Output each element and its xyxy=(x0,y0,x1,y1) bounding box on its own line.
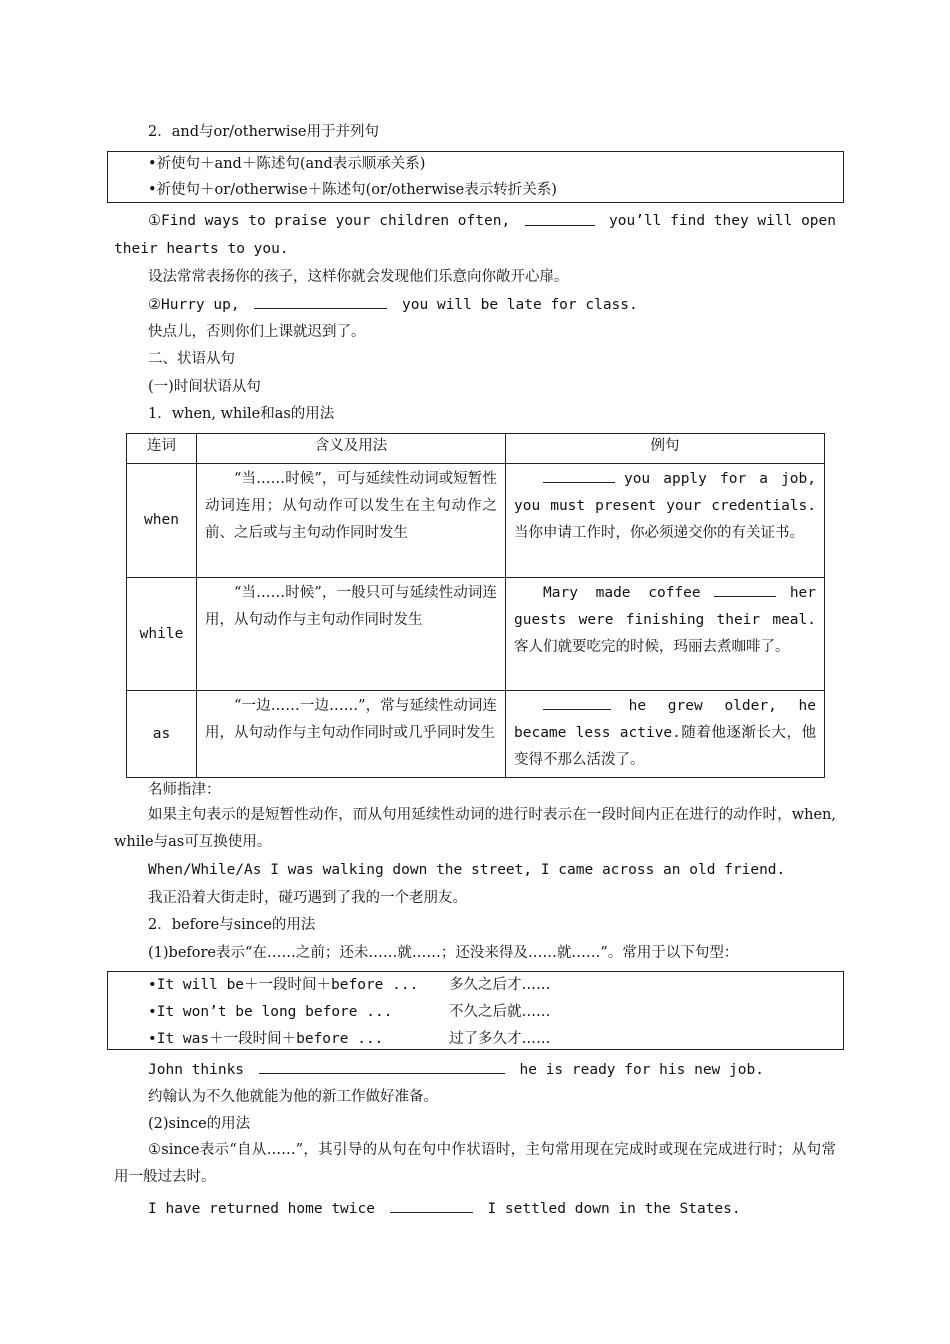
pattern-line: •祈使句＋and＋陈述句(and表示顺承关系) xyxy=(148,156,426,172)
example-en: you apply for a job, you must present your credentials. xyxy=(514,471,816,514)
example-cn: 客人们就要吃完的时候，玛丽去煮咖啡了。 xyxy=(514,639,790,655)
usage-cell xyxy=(197,464,506,578)
section-heading-before-since: 2．before与since的用法 xyxy=(148,917,316,933)
tip-example-cn: 我正沿着大街走时，碰巧遇到了我的一个老朋友。 xyxy=(148,890,467,906)
example-cell xyxy=(506,578,825,691)
example-text xyxy=(514,466,816,547)
table-row xyxy=(127,691,825,778)
answer-blank[interactable] xyxy=(525,211,595,226)
usage-text: “一边……一边……”，常与延续性动词连用，从句动作与主句动作同时或几乎同时发生 xyxy=(205,698,497,741)
tip-label: 名师指津： xyxy=(148,782,221,798)
answer-blank[interactable] xyxy=(259,1059,505,1074)
conjunction-cell: when xyxy=(127,464,197,578)
pattern-en: •It won’t be long before ... xyxy=(148,1004,393,1020)
conjunction-cell: as xyxy=(127,691,197,778)
pattern-en: •It was＋一段时间＋before ... xyxy=(148,1031,384,1047)
answer-blank[interactable] xyxy=(543,695,611,710)
example-1-part-b: you’ll find they will open xyxy=(609,213,836,229)
before-intro: (1)before表示“在……之前；还未……就……；还没来得及……就……”。常用于以下句型： xyxy=(148,945,739,961)
conjunction-table xyxy=(126,433,825,778)
example-2-part-a: ②Hurry up, xyxy=(148,297,240,313)
section-heading-adverbial: 二、状语从句 xyxy=(148,351,235,367)
pattern-cn: 不久之后就…… xyxy=(449,1004,551,1020)
example-1-translation: 设法常常表扬你的孩子，这样你就会发现他们乐意向你敞开心扉。 xyxy=(148,269,569,285)
subsection-heading-time: (一)时间状语从句 xyxy=(148,379,261,395)
answer-blank[interactable] xyxy=(714,582,776,597)
answer-blank[interactable] xyxy=(543,468,615,483)
tip-example-en: When/While/As I was walking down the street, I came across an old friend. xyxy=(148,862,786,878)
usage-text: “当……时候”，可与延续性动词或短暂性动词连用；从句动作可以发生在主句动作之前、之后或与主句动作同时发生 xyxy=(205,471,497,541)
john-example-translation: 约翰认为不久他就能为他的新工作做好准备。 xyxy=(148,1089,438,1105)
example-text xyxy=(514,693,816,774)
example-en-part-b: her guests were finishing their meal. xyxy=(514,585,817,628)
john-example-line xyxy=(148,1059,764,1080)
pattern-line: •祈使句＋or/otherwise＋陈述句(or/otherwise表示转折关系) xyxy=(148,182,557,198)
section-heading-and-or: 2．and与or/otherwise用于并列句 xyxy=(148,124,380,140)
tip-text: 如果主句表示的是短暂性动作，而从句用延续性动词的进行时表示在一段时间内正在进行的动作时，when, while与as可互换使用。 xyxy=(114,807,836,850)
example-en-part-a: Mary made coffee xyxy=(543,585,701,601)
example-1-line xyxy=(148,211,836,231)
table-row xyxy=(127,578,825,691)
since-example-part-a: I have returned home twice xyxy=(148,1201,375,1217)
example-2-part-b: you will be late for class. xyxy=(402,297,638,313)
table-header-row xyxy=(127,434,825,464)
pattern-en: •It will be＋一段时间＋before ... xyxy=(148,977,419,993)
example-cell xyxy=(506,691,825,778)
answer-blank[interactable] xyxy=(254,294,387,309)
table-header: 含义及用法 xyxy=(197,434,506,464)
john-example-part-b: he is ready for his new job. xyxy=(519,1062,764,1078)
usage-text: “当……时候”，一般只可与延续性动词连用，从句动作与主句动作同时发生 xyxy=(205,585,497,628)
usage-cell xyxy=(197,691,506,778)
table-header: 连词 xyxy=(127,434,197,464)
example-cn: 随着他逐渐长大，他变得不那么活泼了。 xyxy=(514,725,816,768)
answer-blank[interactable] xyxy=(390,1198,473,1213)
pattern-box-and-or xyxy=(107,151,844,203)
example-en: he grew older, he became less active. xyxy=(514,698,817,741)
example-2-translation: 快点儿，否则你们上课就迟到了。 xyxy=(148,324,366,340)
since-heading: (2)since的用法 xyxy=(148,1116,251,1132)
pattern-cn: 多久之后才…… xyxy=(449,977,551,993)
example-text xyxy=(514,580,816,661)
item-heading-when-while-as: 1．when, while和as的用法 xyxy=(148,406,335,422)
example-1-part-a: ①Find ways to praise your children often, xyxy=(148,213,511,229)
example-1-continuation: their hearts to you. xyxy=(114,241,289,257)
conjunction-cell: while xyxy=(127,578,197,691)
john-example-part-a: John thinks xyxy=(148,1062,245,1078)
pattern-cn: 过了多久才…… xyxy=(449,1031,551,1047)
example-2-line xyxy=(148,294,638,315)
usage-cell xyxy=(197,578,506,691)
since-example-part-b: I settled down in the States. xyxy=(487,1201,741,1217)
since-text: ①since表示“自从……”，其引导的从句在句中作状语时，主句常用现在完成时或现在完成进行时；从句常用一般过去时。 xyxy=(114,1142,836,1185)
example-cell xyxy=(506,464,825,578)
since-example-line xyxy=(148,1198,741,1219)
example-cn: 当你申请工作时，你必须递交你的有关证书。 xyxy=(514,525,804,541)
table-row xyxy=(127,464,825,578)
pattern-box-before xyxy=(107,971,844,1050)
table-header: 例句 xyxy=(506,434,825,464)
